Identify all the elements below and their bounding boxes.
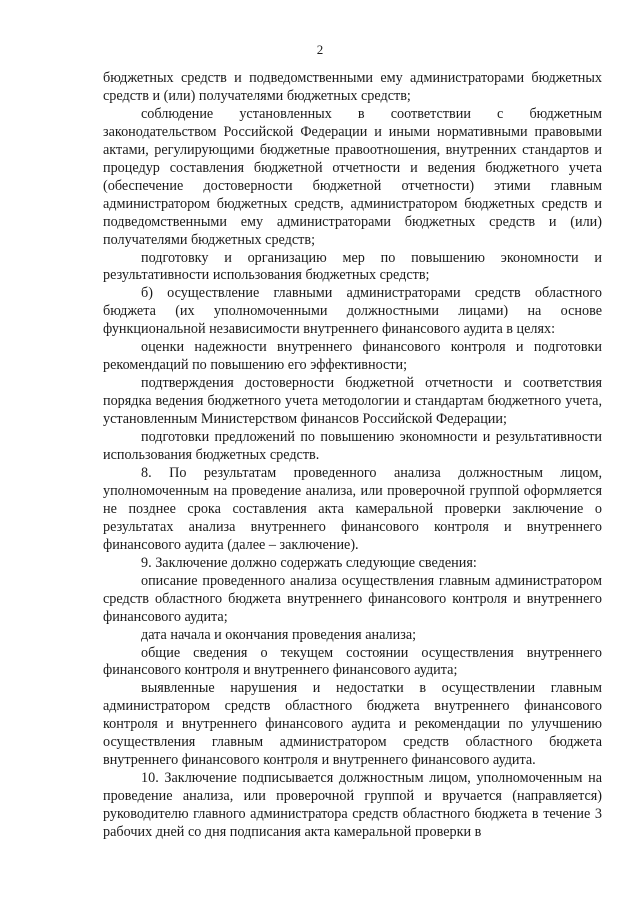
paragraph-dates: дата начала и окончания проведения анализа; — [141, 626, 417, 643]
paragraph-general-info: общие сведения о текущем состоянии осуществления внутреннего финансового контроля и внутреннего финансового аудита; — [103, 644, 602, 679]
paragraph-item-b: б) осуществление главными администраторами средств областного бюджета (их уполномоченными должностными лицами) на основе функциональной независимости внутреннего финансового аудита в целях: — [103, 285, 602, 338]
page-number: 2 — [316, 42, 324, 57]
paragraph-reporting-confirmation: подтверждения достоверности бюджетной отчетности и соответствия порядка ведения бюджетного учета методологии и стандартам бюджетного учета, установленным Министерством финансов Российской Федерации; — [103, 375, 602, 428]
paragraph-compliance: соблюдение установленных в соответствии с бюджетным законодательством Российской Федерации и иными нормативными правовыми актами, регулирующими бюджетные правоотношения, внутренних стандартов и процедур составления бюджетной отчетности и ведения бюджетного учета (обеспечение достоверности бюджетной отчетности) этими главным администратором бюджетных средств, администратором бюджетных средств и подведомственными ему администраторами бюджетных средств и (или) получателями бюджетных средств; — [103, 105, 602, 248]
paragraph-reliability-assessment: оценки надежности внутреннего финансового контроля и подготовки рекомендаций по повышению его эффективности; — [103, 339, 602, 374]
paragraph-section-8: 8. По результатам проведенного анализа должностным лицом, уполномоченным на проведение анализа, или проверочной группой оформляется не позднее срока составления акта камеральной проверки заключение о результатах анализа внутреннего финансового контроля и внутреннего финансового аудита (далее – заключение). — [103, 464, 602, 553]
paragraph-proposals: подготовки предложений по повышению экономности и результативности использования бюджетных средств. — [103, 429, 602, 464]
paragraph-violations: выявленные нарушения и недостатки в осуществлении главным администратором средств областного бюджета внутреннего финансового контроля и внутреннего финансового аудита и рекомендации по улучшению осуществления главным администратором средств областного бюджета внутреннего финансового контроля и внутреннего финансового аудита. — [103, 680, 602, 769]
paragraph-section-10: 10. Заключение подписывается должностным лицом, уполномоченным на проведение анализа, или проверочной группой и вручается (направляется) руководителю главного администратора средств областного бюджета в течение 3 рабочих дней со дня подписания акта камеральной проверки в — [103, 770, 602, 841]
paragraph-analysis-description: описание проведенного анализа осуществления главным администратором средств областного бюджета внутреннего финансового контроля и внутреннего финансового аудита; — [103, 572, 602, 625]
paragraph-continuation: бюджетных средств и подведомственными ему администраторами бюджетных средств и (или) получателями бюджетных средств; — [103, 70, 602, 104]
document-body — [103, 70, 602, 842]
paragraph-section-9: 9. Заключение должно содержать следующие сведения: — [141, 554, 477, 571]
paragraph-economy-measures: подготовку и организацию мер по повышению экономности и результативности использования бюджетных средств; — [103, 249, 602, 284]
